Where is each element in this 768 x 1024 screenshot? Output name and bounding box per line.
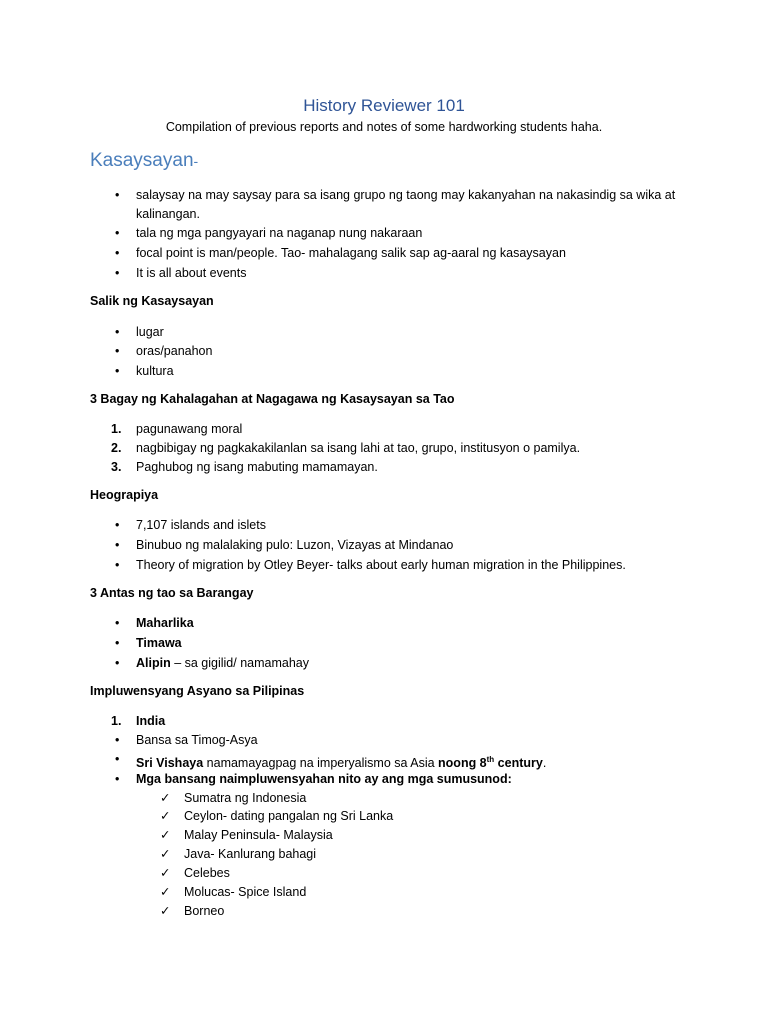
- document-title: History Reviewer 101: [303, 96, 465, 115]
- check-icon: ✓: [160, 809, 171, 823]
- bagay-heading: 3 Bagay ng Kahalagahan at Nagagawa ng Kasaysayan sa Tao: [90, 392, 455, 406]
- numbered-item: 3. Paghubog ng isang mabuting mamamayan.: [111, 460, 378, 474]
- impluwensya-heading: Impluwensyang Asyano sa Pilipinas: [90, 684, 305, 698]
- list-item: • focal point is man/people. Tao- mahalagang salik sap ag-aaral ng kasaysayan: [115, 246, 566, 260]
- list-item: • It is all about events: [115, 266, 247, 280]
- numbered-item: 1. pagunawang moral: [111, 422, 243, 436]
- list-item: • Mga bansang naimpluwensyahan nito ay ang mga sumusunod:: [115, 772, 512, 786]
- antas-heading: 3 Antas ng tao sa Barangay: [90, 586, 254, 600]
- list-item: • Alipin – sa gigilid/ namamahay: [115, 656, 309, 670]
- list-item: • 7,107 islands and islets: [115, 518, 266, 532]
- check-item: ✓ Borneo: [184, 902, 744, 921]
- check-icon: ✓: [160, 904, 171, 918]
- check-icon: ✓: [160, 866, 171, 880]
- list-item: • lugar: [115, 325, 164, 339]
- list-item: • kultura: [115, 364, 174, 378]
- list-item: • salaysay na may saysay para sa isang grupo ng taong may kakanyahan na nakasindig sa wika at: [115, 188, 676, 202]
- heograpiya-heading: Heograpiya: [90, 488, 159, 502]
- list-item: • Maharlika: [115, 616, 194, 630]
- list-item: • Bansa sa Timog-Asya: [115, 733, 258, 747]
- list-item: • Sri Vishaya namamayagpag na imperyalismo sa Asia noong 8th century.: [115, 752, 547, 771]
- salik-heading: Salik ng Kasaysayan: [90, 294, 214, 308]
- check-icon: ✓: [160, 828, 171, 842]
- numbered-item: 2. nagbibigay ng pagkakakilanlan sa isang lahi at tao, grupo, institusyon o pamilya.: [111, 441, 581, 455]
- list-item: • tala ng mga pangyayari na naganap nung nakaraan: [115, 226, 423, 240]
- check-icon: ✓: [160, 847, 171, 861]
- check-item: ✓ Molucas- Spice Island: [184, 883, 744, 902]
- check-item: ✓ Ceylon- dating pangalan ng Sri Lanka: [184, 807, 744, 826]
- check-item: ✓ Sumatra ng Indonesia: [184, 789, 744, 808]
- numbered-item: 1. India: [111, 714, 166, 728]
- check-item: ✓ Celebes: [184, 864, 744, 883]
- list-item: • Timawa: [115, 636, 182, 650]
- check-icon: ✓: [160, 791, 171, 805]
- document-subtitle: Compilation of previous reports and notes of some hardworking students haha.: [165, 120, 603, 134]
- list-item: • Theory of migration by Otley Beyer- talks about early human migration in the Philippines.: [115, 558, 626, 572]
- check-item: ✓ Malay Peninsula- Malaysia: [184, 826, 744, 845]
- list-item-continuation: kalinangan.: [136, 207, 200, 221]
- list-item: • Binubuo ng malalaking pulo: Luzon, Vizayas at Mindanao: [115, 538, 454, 552]
- kasaysayan-heading: Kasaysayan-: [90, 150, 199, 171]
- check-icon: ✓: [160, 885, 171, 899]
- list-item: • oras/panahon: [115, 344, 213, 358]
- check-item: ✓ Java- Kanlurang bahagi: [184, 845, 744, 864]
